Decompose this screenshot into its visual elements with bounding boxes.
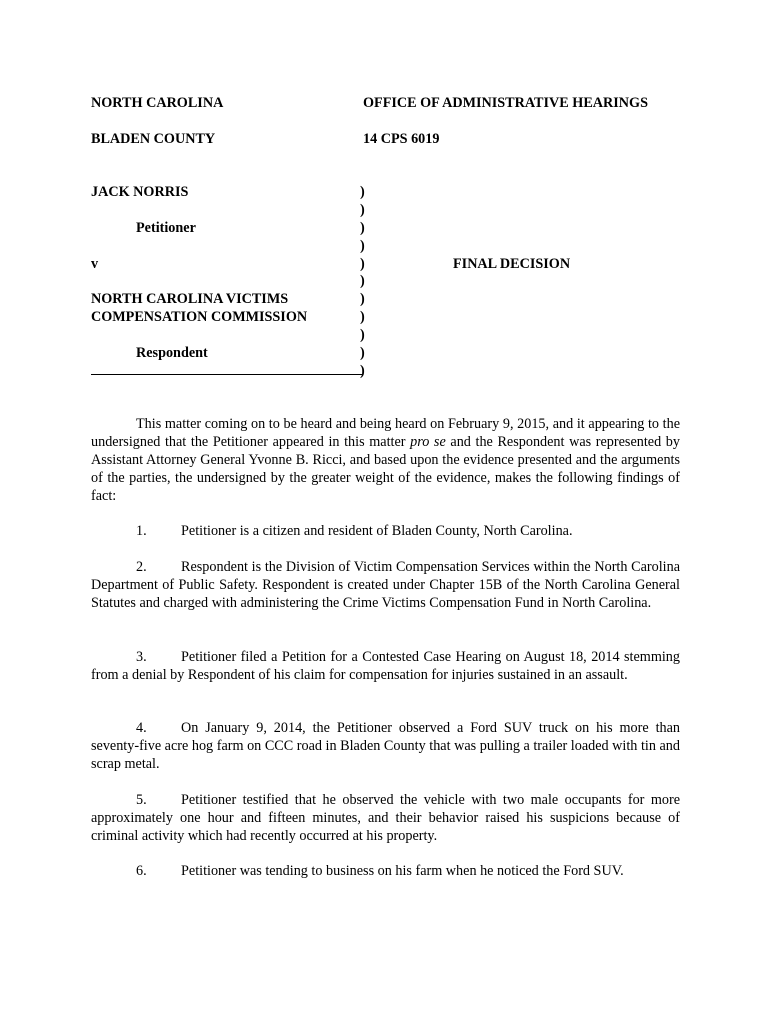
finding-number: 1. [136, 523, 147, 539]
versus-label: v [91, 256, 99, 272]
finding-text: Petitioner testified that he observed the vehicle with two male occupants for more approximately one hour and fifteen minutes, and their behavior raised his suspicions because of criminal activity which had recently occurred at his property. [91, 792, 680, 844]
finding-item [91, 719, 680, 773]
petitioner-role: Petitioner [136, 220, 196, 236]
finding-number: 4. [136, 720, 147, 736]
finding-text: Petitioner was tending to business on his farm when he noticed the Ford SUV. [181, 863, 624, 879]
finding-text: Petitioner is a citizen and resident of Bladen County, North Carolina. [181, 523, 573, 539]
finding-item [91, 522, 680, 540]
finding-text: Petitioner filed a Petition for a Contested Case Hearing on August 18, 2014 stemming from a denial by Respondent of his claim for compensation for injuries sustained in an assault. [91, 649, 680, 683]
caption-paren: ) [360, 184, 365, 200]
intro-text: This matter coming on to be heard and being heard on February 9, 2015, and it appearing to the undersigned that the Petitioner appeared in this matter [91, 416, 680, 450]
finding-item [91, 648, 680, 684]
caption-paren: ) [360, 273, 365, 289]
caption-paren: ) [360, 345, 365, 361]
intro-italic-text: pro se [410, 434, 446, 450]
caption-paren: ) [360, 291, 365, 307]
caption-paren: ) [360, 327, 365, 343]
respondent-role: Respondent [136, 345, 208, 361]
finding-item [91, 862, 680, 880]
decision-title: FINAL DECISION [453, 256, 571, 272]
finding-text: On January 9, 2014, the Petitioner observed a Ford SUV truck on his more than seventy-five acre hog farm on CCC road in Bladen County that was pulling a trailer loaded with tin and scrap metal. [91, 720, 680, 772]
finding-number: 3. [136, 649, 147, 665]
caption-paren: ) [360, 202, 365, 218]
caption-underline [91, 374, 362, 375]
office-label: OFFICE OF ADMINISTRATIVE HEARINGS [363, 95, 648, 111]
respondent-name-line1: NORTH CAROLINA VICTIMS [91, 291, 289, 307]
county-label: BLADEN COUNTY [91, 131, 216, 147]
intro-paragraph [91, 415, 680, 505]
finding-item [91, 558, 680, 612]
intro-text-rest: and the Respondent was represented by Assistant Attorney General Yvonne B. Ricci, and based upon the evidence presented and the arguments of the parties, the undersigned by the greater weight of the evidence, makes the following findings of fact: [91, 434, 680, 504]
case-number: 14 CPS 6019 [363, 131, 440, 147]
finding-item [91, 791, 680, 845]
caption-paren: ) [360, 238, 365, 254]
finding-text: Respondent is the Division of Victim Compensation Services within the North Carolina Department of Public Safety. Respondent is created under Chapter 15B of the North Carolina General Statutes and charged with administering the Crime Victims Compensation Fund in North Carolina. [91, 559, 680, 611]
state-label: NORTH CAROLINA [91, 95, 224, 111]
respondent-name-line2: COMPENSATION COMMISSION [91, 309, 308, 325]
caption-paren: ) [360, 309, 365, 325]
finding-number: 2. [136, 559, 147, 575]
finding-number: 6. [136, 863, 147, 879]
caption-paren: ) [360, 363, 365, 379]
caption-paren: ) [360, 220, 365, 236]
petitioner-name: JACK NORRIS [91, 184, 189, 200]
finding-number: 5. [136, 792, 147, 808]
caption-paren: ) [360, 256, 365, 272]
